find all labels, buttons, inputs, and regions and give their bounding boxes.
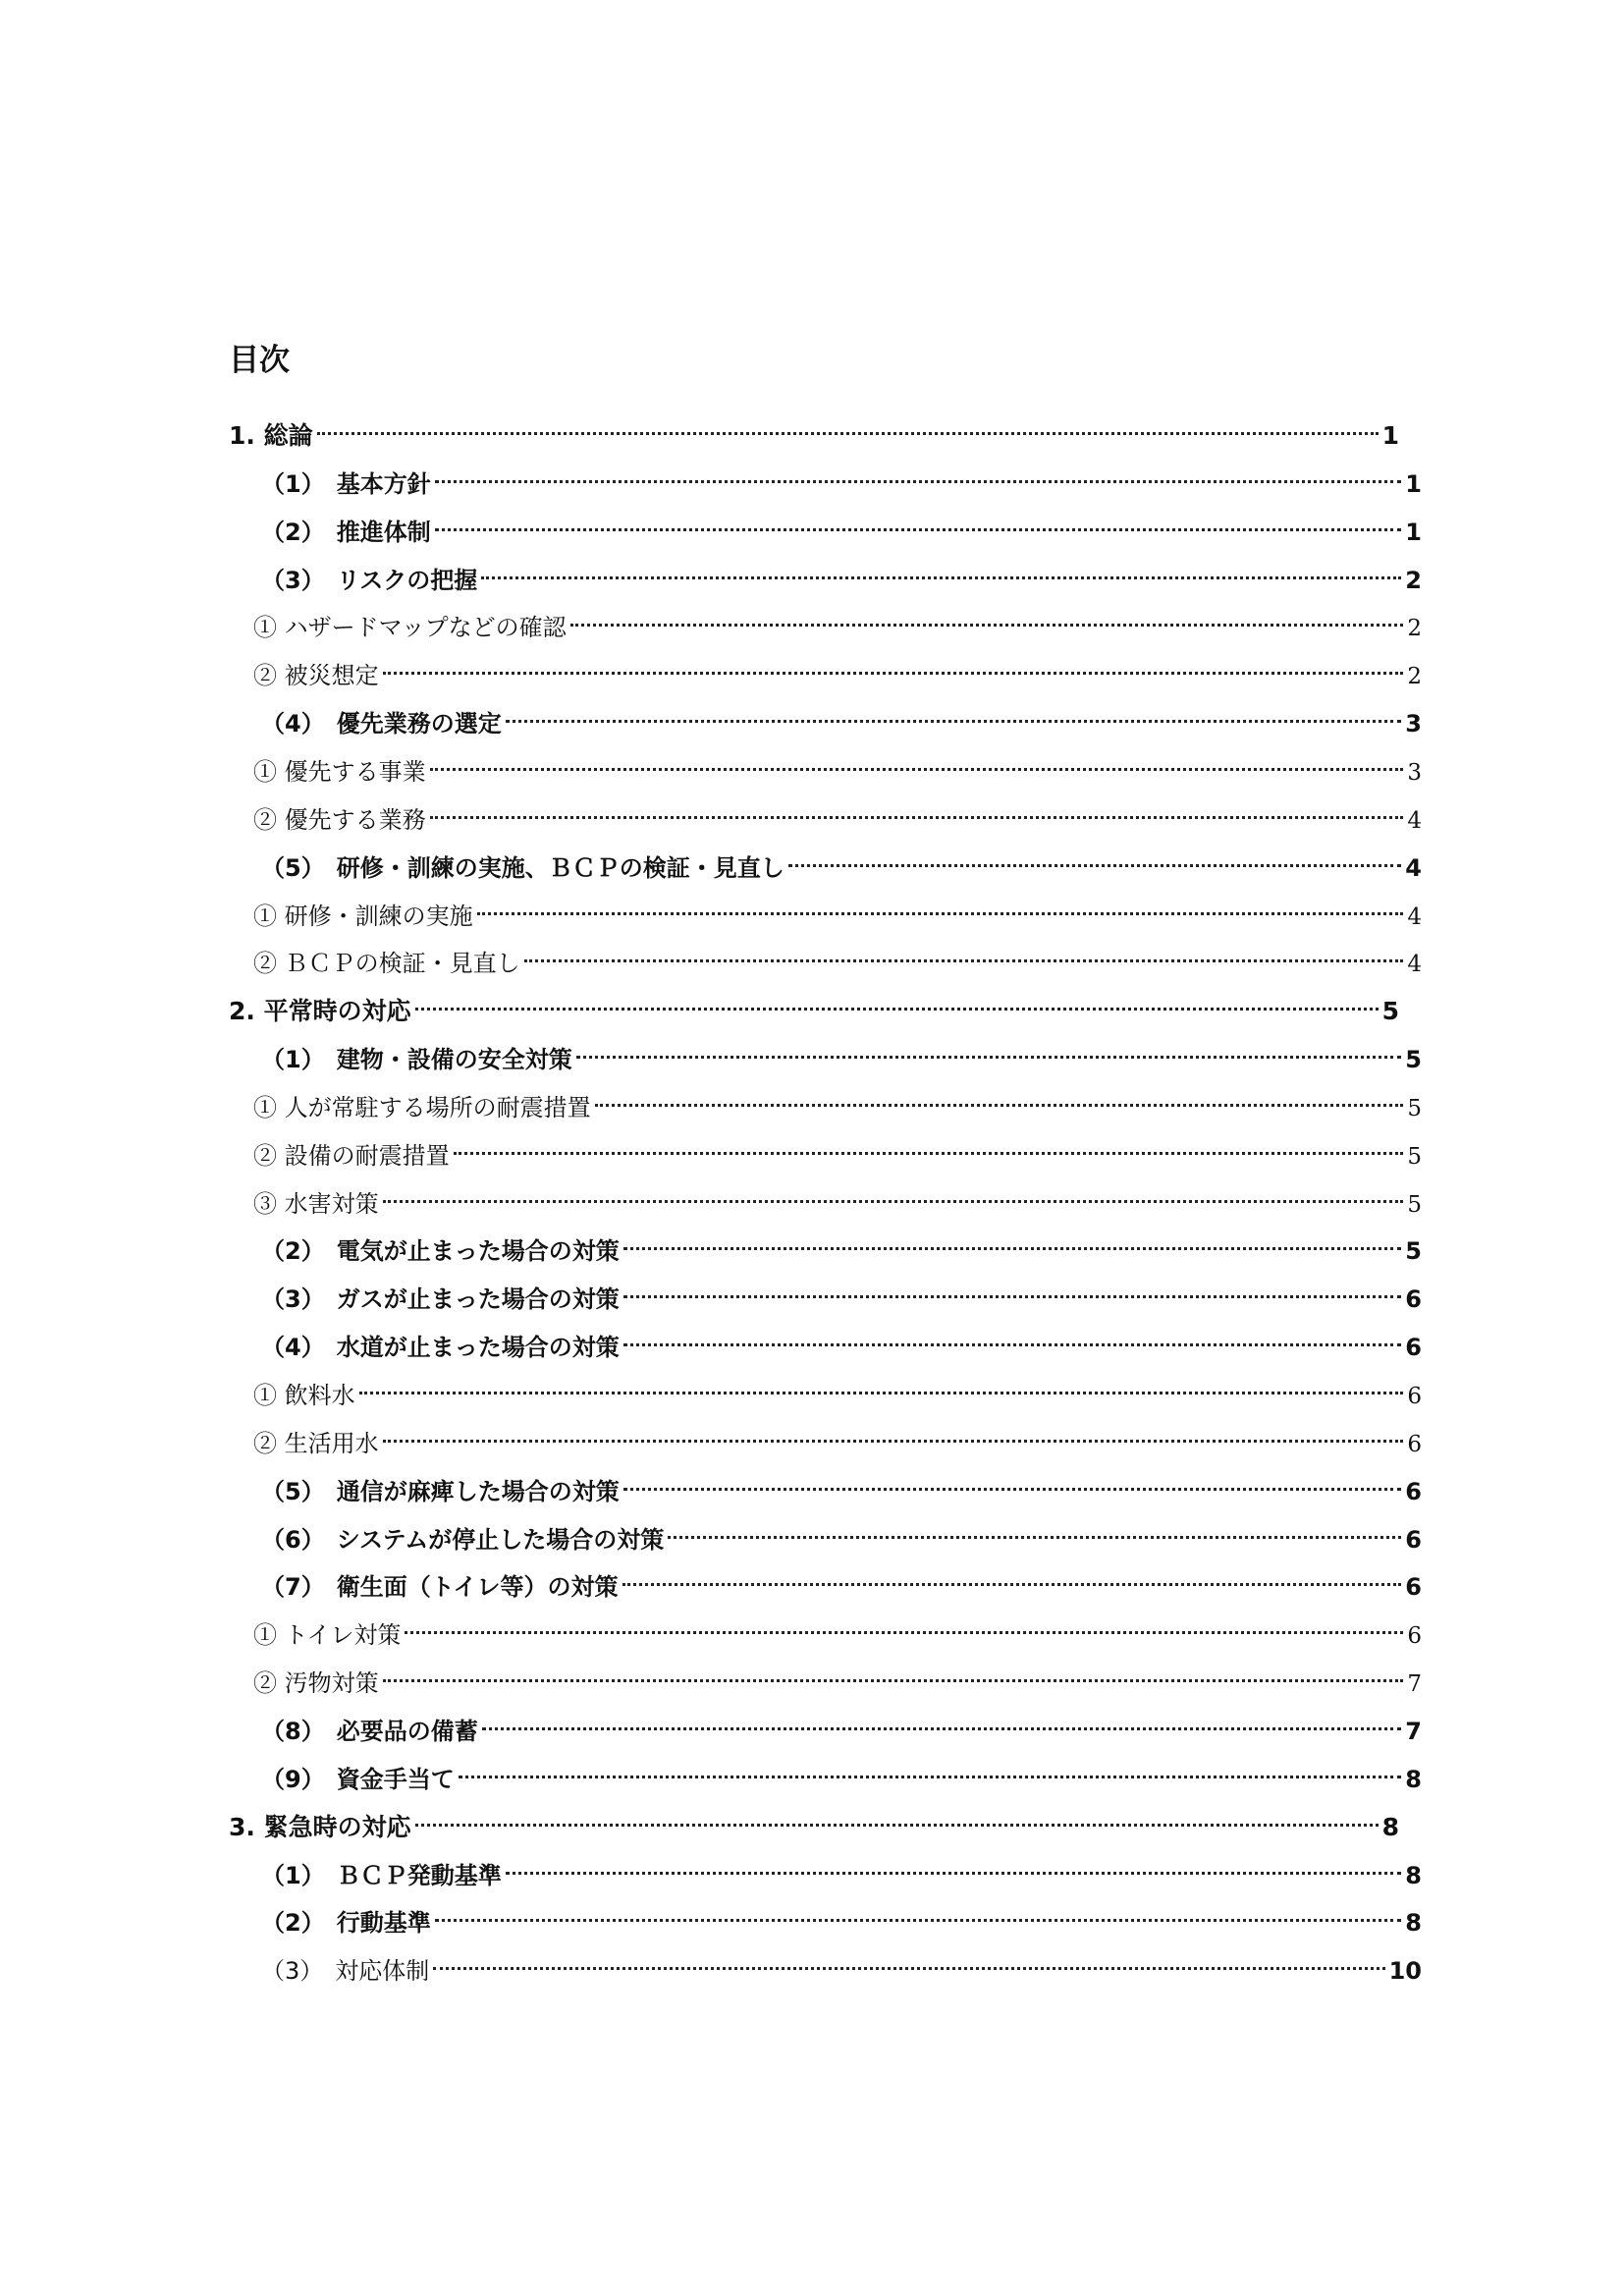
dot-leader (435, 501, 1402, 540)
toc-entry[interactable] (261, 1844, 1422, 1889)
toc-entry[interactable] (253, 932, 1422, 977)
toc-entry-page: 10 (1388, 1957, 1422, 1985)
dot-leader (668, 1508, 1401, 1548)
toc-entry-label: 2. 平常時の対応 (229, 997, 411, 1025)
toc-entry[interactable] (261, 1700, 1422, 1745)
toc-entry-page: 6 (1407, 1623, 1422, 1649)
dot-leader (477, 885, 1404, 924)
toc-entry-page: 1 (1381, 421, 1399, 450)
toc-entry[interactable] (253, 1173, 1422, 1218)
toc-entry[interactable] (261, 1940, 1422, 1985)
dot-leader (622, 1556, 1402, 1595)
toc-entry[interactable] (253, 740, 1422, 786)
dot-leader (383, 644, 1404, 683)
toc-entry-label: ① トイレ対策 (253, 1621, 402, 1649)
toc-entry-page: 1 (1405, 470, 1422, 498)
toc-entry[interactable] (261, 1508, 1422, 1554)
toc-entry[interactable] (261, 1220, 1422, 1265)
toc-title: 目次 (229, 343, 290, 378)
toc-entry[interactable] (253, 1604, 1422, 1649)
dot-leader (459, 1748, 1402, 1787)
toc-entry[interactable] (229, 405, 1399, 450)
dot-leader (623, 1316, 1402, 1355)
dot-leader (435, 1891, 1402, 1931)
toc-entry-page: 5 (1407, 1192, 1422, 1218)
toc-entry[interactable] (261, 549, 1422, 594)
toc-entry-label: （8） 必要品の備蓄 (261, 1718, 478, 1745)
dot-leader (454, 1124, 1404, 1164)
toc-entry[interactable] (253, 885, 1422, 930)
toc-entry-label: 3. 緊急時の対応 (229, 1813, 411, 1841)
toc-entry[interactable] (253, 1124, 1422, 1170)
toc-entry[interactable] (261, 1460, 1422, 1505)
toc-entry[interactable] (253, 789, 1422, 834)
toc-entry-page: 6 (1405, 1285, 1422, 1313)
dot-leader (570, 596, 1404, 635)
dot-leader (623, 1460, 1402, 1500)
toc-entry-page: 8 (1381, 1813, 1399, 1841)
toc-entry-page: 5 (1405, 1237, 1422, 1265)
toc-entry-page: 2 (1407, 616, 1422, 641)
toc-entry-label: ① 研修・訓練の実施 (253, 902, 473, 930)
dot-leader (317, 405, 1379, 444)
toc-entry[interactable] (261, 1556, 1422, 1601)
toc-entry-page: 4 (1407, 904, 1422, 930)
toc-entry[interactable] (261, 1316, 1422, 1361)
toc-entry-page: 6 (1407, 1384, 1422, 1409)
dot-leader (405, 1604, 1403, 1643)
toc-entry[interactable] (229, 1796, 1399, 1841)
toc-entry[interactable] (229, 980, 1399, 1025)
toc-entry-label: （5） 通信が麻痺した場合の対策 (261, 1478, 620, 1505)
toc-entry[interactable] (253, 1076, 1422, 1121)
dot-leader (383, 1173, 1404, 1212)
toc-entry-label: ② 優先する業務 (253, 806, 426, 834)
dot-leader (359, 1364, 1404, 1403)
toc-entry[interactable] (261, 1268, 1422, 1313)
dot-leader (595, 1076, 1404, 1116)
toc-entry-page: 6 (1405, 1526, 1422, 1554)
toc-entry-page: 4 (1407, 808, 1422, 834)
toc-entry-label: （2） 推進体制 (261, 519, 431, 546)
toc-entry-page: 4 (1405, 854, 1422, 882)
toc-entry[interactable] (253, 1412, 1422, 1457)
dot-leader (383, 1412, 1404, 1451)
dot-leader (506, 1844, 1402, 1884)
toc-entry-page: 5 (1407, 1144, 1422, 1170)
toc-entry-label: （3） ガスが止まった場合の対策 (261, 1285, 620, 1313)
dot-leader (430, 740, 1404, 780)
toc-entry-label: （6） システムが停止した場合の対策 (261, 1526, 665, 1554)
toc-entry-page: 5 (1381, 997, 1399, 1025)
dot-leader (788, 837, 1402, 876)
toc-entry[interactable] (261, 1748, 1422, 1793)
dot-leader (430, 789, 1404, 828)
toc-entry-label: ② ＢＣＰの検証・見直し (253, 950, 520, 977)
dot-leader (623, 1220, 1402, 1259)
toc-entry-label: （2） 行動基準 (261, 1909, 431, 1937)
toc-entry-page: 4 (1407, 952, 1422, 977)
toc-entry-page: 6 (1405, 1478, 1422, 1505)
toc-entry-label: ① 飲料水 (253, 1382, 355, 1409)
toc-entry[interactable] (261, 1028, 1422, 1073)
dot-leader (623, 1268, 1402, 1307)
toc-entry-label: ② 被災想定 (253, 662, 379, 689)
dot-leader (481, 549, 1401, 588)
toc-entry[interactable] (261, 501, 1422, 546)
dot-leader (415, 1796, 1379, 1835)
toc-entry-label: ② 設備の耐震措置 (253, 1142, 450, 1170)
toc-entry-label: ① 優先する事業 (253, 758, 426, 786)
toc-entry-page: 5 (1405, 1046, 1422, 1073)
toc-entry-page: 3 (1405, 710, 1422, 738)
toc-entry-page: 3 (1407, 760, 1422, 786)
toc-entry-page: 1 (1405, 519, 1422, 546)
toc-entry-label: （1） 建物・設備の安全対策 (261, 1046, 572, 1073)
toc-entry-label: （2） 電気が止まった場合の対策 (261, 1237, 620, 1265)
toc-entry-label: 1. 総論 (229, 421, 313, 450)
toc-entry-page: 5 (1407, 1096, 1422, 1121)
toc-entry-label: （4） 優先業務の選定 (261, 710, 502, 738)
dot-leader (482, 1700, 1402, 1739)
toc-entry-label: ① 人が常駐する場所の耐震措置 (253, 1094, 591, 1121)
toc-entry[interactable] (253, 1364, 1422, 1409)
toc-entry-page: 2 (1407, 664, 1422, 689)
toc-entry-label: ② 生活用水 (253, 1430, 379, 1457)
dot-leader (524, 932, 1404, 971)
toc-entry-label: （3） 対応体制 (261, 1957, 430, 1985)
toc-entry[interactable] (261, 692, 1422, 738)
toc-entry[interactable] (253, 596, 1422, 641)
toc-entry-page: 8 (1405, 1862, 1422, 1889)
toc-entry-label: （1） ＢＣＰ発動基準 (261, 1862, 502, 1889)
toc-entry-page: 6 (1407, 1432, 1422, 1457)
toc-entry-page: 2 (1405, 567, 1422, 594)
toc-entry-label: （3） リスクの把握 (261, 567, 478, 594)
toc-entry-label: ② 汚物対策 (253, 1669, 379, 1697)
toc-entry[interactable] (261, 837, 1422, 882)
toc-entry-label: （5） 研修・訓練の実施、ＢＣＰの検証・見直し (261, 854, 784, 882)
dot-leader (433, 1940, 1384, 1979)
toc-entry-page: 6 (1405, 1334, 1422, 1361)
dot-leader (415, 980, 1379, 1019)
toc-entry-page: 7 (1405, 1718, 1422, 1745)
dot-leader (435, 453, 1402, 492)
toc-entry-label: ① ハザードマップなどの確認 (253, 614, 567, 641)
toc-entry-page: 7 (1407, 1671, 1422, 1697)
dot-leader (383, 1652, 1404, 1691)
dot-leader (576, 1028, 1402, 1067)
toc-entry[interactable] (253, 1652, 1422, 1697)
toc-entry[interactable] (261, 453, 1422, 498)
toc-entry-label: （7） 衛生面（トイレ等）の対策 (261, 1573, 619, 1601)
toc-entry-label: ③ 水害対策 (253, 1190, 379, 1218)
toc-entry-page: 8 (1405, 1766, 1422, 1793)
toc-entry[interactable] (253, 644, 1422, 689)
toc-entry-label: （1） 基本方針 (261, 470, 431, 498)
dot-leader (506, 692, 1402, 732)
toc-entry[interactable] (261, 1891, 1422, 1937)
toc-entry-label: （9） 資金手当て (261, 1766, 455, 1793)
toc-entry-page: 6 (1405, 1573, 1422, 1601)
toc-entry-page: 8 (1405, 1909, 1422, 1937)
toc-entry-label: （4） 水道が止まった場合の対策 (261, 1334, 620, 1361)
